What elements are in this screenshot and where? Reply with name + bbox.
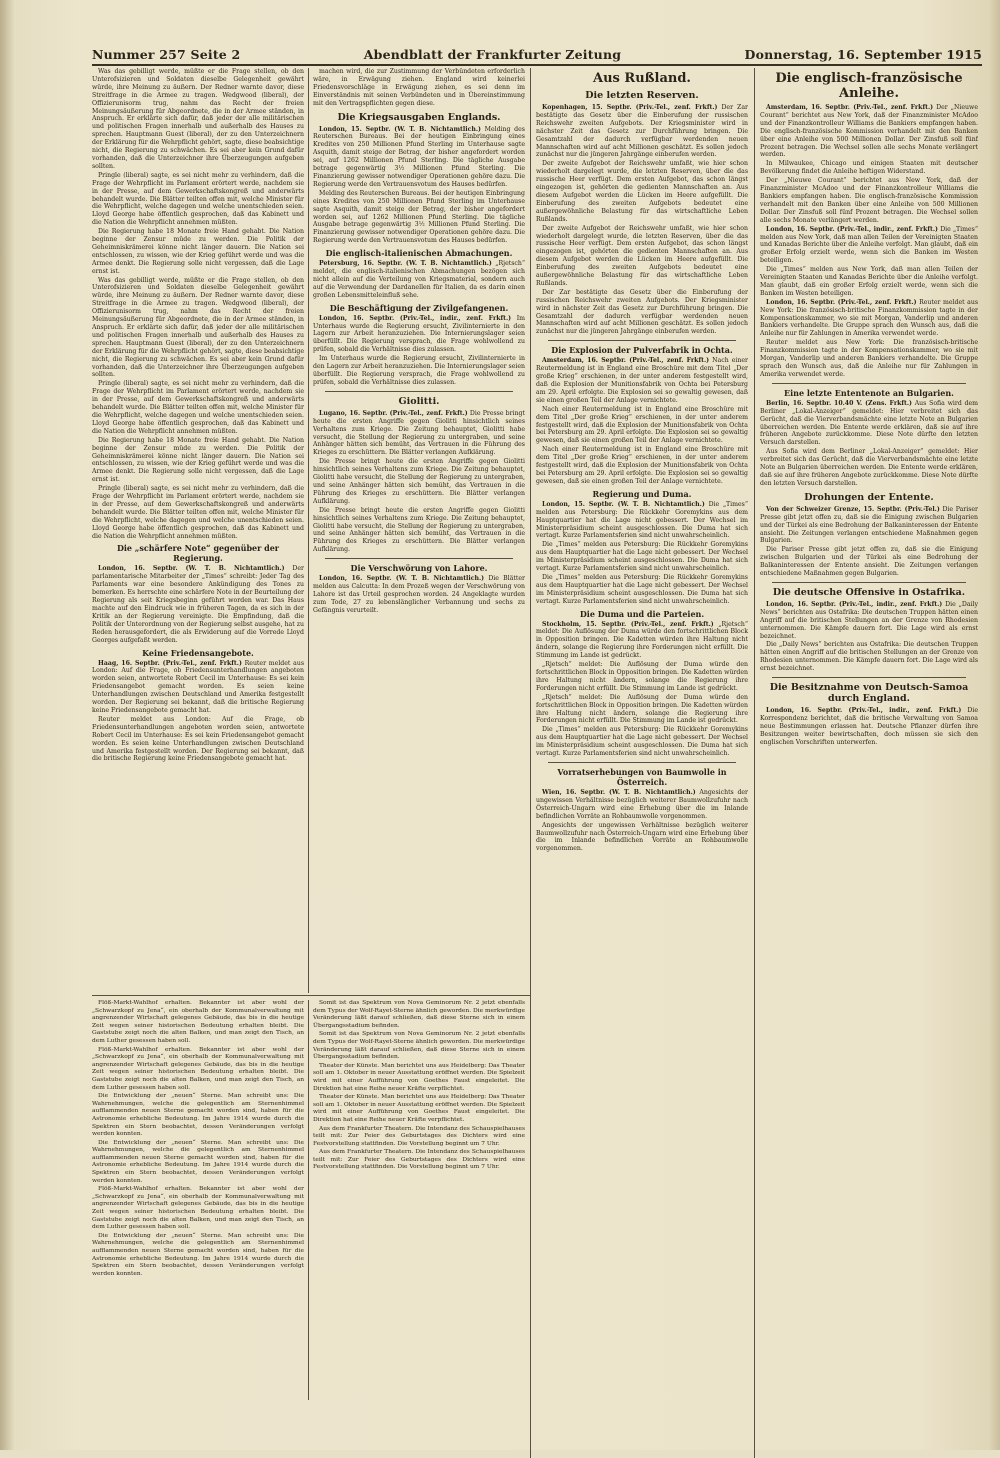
section-heading: Die Duma und die Parteien. [579, 608, 705, 619]
article-text: Die Pariser Presse gibt jetzt offen zu, daß sie die Einigung zwischen Bulgarien und der Türkei als eine Bedrohung der Balkaninteressen der Entente ansieht. Die Zeitungen verlangen entschiedene Maßnahmen gegen Bulgarien. [760, 546, 978, 578]
column-2 [313, 68, 525, 993]
article-text: „Rjetsch“ meldet: Die Auflösung der Duma würde den fortschrittlichen Block in Opposition bringen. Die Kadetten würden ihre Haltung nicht ändern, solange die Regierung ihre Forderungen nicht erfüllt. Die Stimmung im Lande ist gedrückt. [536, 620, 748, 660]
section-heading: Die Kriegsausgaben Englands. [337, 111, 501, 123]
dateline: London, 16. Septbr. (Priv.-Tel., indir., zenf. Frkft.) [766, 707, 962, 715]
section-heading: Keine Friedensangebote. [142, 647, 254, 658]
article-text: Reuter meldet aus New York: Die französisch-britische Finanzkommission tagte in der Kompensationskammer, wo sie mit Morgan, Vanderlip und anderen Bankiers verhandelte. Die Gruppe sprach den Wunsch aus, daß die Anleihe nur für Zahlungen in Amerika verwendet werde. [760, 298, 978, 338]
article-text: Die „Times“ melden aus Petersburg: Die Rückkehr Goremykins aus dem Hauptquartier hat die Lage nicht gebessert. Der Wechsel im Ministerpräsidium scheint ausgeschlossen. Die Duma hat sich vertagt. Kurze Parlamentsferien sind nicht unwahrscheinlich. [536, 541, 748, 573]
article-text: „Rjetsch“ meldet: Die Auflösung der Duma würde den fortschrittlichen Block in Opposition bringen. Die Kadetten würden ihre Haltung nicht ändern, solange die Regierung ihre Forderungen nicht erfüllt. Die Stimmung im Lande ist gedrückt. [536, 661, 748, 692]
article-text: Die Blätter melden aus Calcutta: In dem Prozeß wegen der Verschwörung von Lahore ist das Urteil gesprochen worden. 24 Angeklagte wurden zum Tode, 27 zu lebenslänglicher Verbannung und sechs zu Gefängnis verurteilt. [313, 575, 525, 614]
section-separator [548, 762, 736, 763]
feuilleton-text: Theater der Künste. Man berichtet uns aus Heidelberg: Das Theater soll am 1. Oktober in neuer Ausstattung eröffnet werden. Die Spielzeit wird mit einer Aufführung von Goethes Faust eingeleitet. Die Direktion hat eine Reihe neuer Kräfte verpflichtet. [313, 1094, 525, 1123]
article-text: Im Unterhaus wurde die Regierung ersucht, Zivilinternierte in den Lagern zur Arbeit heranzuziehen. Die Internierungslager seien überfüllt. Die Regierung versprach, die Frage wohlwollend zu prüfen, sobald die Verhältnisse dies zulassen. [313, 314, 525, 354]
newspaper-title: Abendblatt der Frankfurter Zeitung [363, 47, 622, 62]
article-text: Der zweite Aufgebot der Reichswehr umfaßt, wie hier schon wiederholt dargelegt wurde, die letzten Reserven, über die das russische Heer verfügt. Dem ersten Aufgebot, das schon längst eingezogen ist, gehörten die gedienten Mannschaften an. Aus diesem Aufgebot werden die Lücken im Heere aufgefüllt. Die Einberufung des zweiten Aufgebots bedeutet eine außergewöhnliche Belastung für das wirtschaftliche Leben Rußlands. [536, 224, 748, 287]
article-text: Die Korrespondenz berichtet, daß die britische Verwaltung von Samoa neue Bestimmungen erlassen hat. Deutsche Pflanzer dürfen ihre Besitzungen weiter bewirtschaften, doch müssen sie sich den englischen Vorschriften unterwerfen. [760, 707, 978, 746]
feuilleton-text: Die Entwicklung der „neuen“ Sterne. Man schreibt uns: Die Wahrnehmungen, welche die gelegentlich am Sternenhimmel aufflammenden neuen Sterne gemacht worden sind, haben für die Astronomie erhebliche Bedeutung. Im Jahre 1914 wurde durch die Spektren ein Stern beobachtet, dessen Veränderungen verfolgt werden konnten. [92, 1093, 304, 1138]
feuilleton-text: Aus dem Frankfurter Theatern. Die Intendanz des Schauspielhauses teilt mit: Zur Feier des Geburtstages des Dichters wird eine Festvorstellung stattfinden. Die Vorstellung beginnt um 7 Uhr. [313, 1149, 525, 1171]
section-heading-main: Die englisch-französische Anleihe. [775, 71, 963, 101]
section-heading: Die deutsche Offensive in Ostafrika. [772, 586, 966, 598]
article-text: Aus Sofia wird dem Berliner „Lokal-Anzeiger“ gemeldet: Hier verbreitet sich das Gerücht, daß die Vierverbandsmächte eine letzte Note an Bulgarien überreichen werden. Die Entente werde erklären, daß sie auf ihre früheren Angebote zurückkomme. Diese Note dürfte den letzten Versuch darstellen. [760, 399, 978, 447]
dateline: Haag, 16. Septbr. (Priv.-Tel., zenf. Frkft.) [98, 659, 242, 667]
article-text: Die „Times“ melden aus Petersburg: Die Rückkehr Goremykins aus dem Hauptquartier hat die Lage nicht gebessert. Der Wechsel im Ministerpräsidium scheint ausgeschlossen. Die Duma hat sich vertagt. Kurze Parlamentsferien sind nicht unwahrscheinlich. [536, 573, 748, 605]
column-3 [536, 68, 748, 1453]
article-text: Die „Times“ melden aus New York, daß man allen Teilen der Vereinigten Staaten und Kanadas Berichte über die Anleihe verfolgt. Man glaubt, daß ein großer Erfolg erzielt werde, wenn sich die Banken im Westen beteiligen. [760, 225, 978, 265]
section-separator [325, 558, 513, 559]
column-divider [308, 68, 309, 993]
article-text: Angesichts der ungewissen Verhältnisse bezüglich weiterer Baumwollzufuhr nach Österreich-Ungarn wird eine Erhebung über die im Inlande befindlichen Vorräte an Rohbaumwolle vorgenommen. [536, 788, 748, 820]
feuilleton-text: Theater der Künste. Man berichtet uns aus Heidelberg: Das Theater soll am 1. Oktober in neuer Ausstattung eröffnet werden. Die Spielzeit wird mit einer Aufführung von Goethes Faust eingeleitet. Die Direktion hat eine Reihe neuer Kräfte verpflichtet. [313, 1062, 525, 1092]
article-text: Die „Times“ melden aus New York, daß man allen Teilen der Vereinigten Staaten und Kanadas Berichte über die Anleihe verfolgt. Man glaubt, daß ein großer Erfolg erzielt werde, wenn sich die Banken im Westen beteiligen. [760, 266, 978, 297]
section-heading: Die Beschäftigung der Zivilgefangenen. [329, 302, 509, 313]
dateline: London, 16. Septbr. (Priv.-Tel., indir., zenf. Frkft.) [766, 600, 943, 608]
dateline: Wien, 16. Septbr. (W. T. B. Nichtamtlich.) [542, 788, 696, 796]
article-text: In Milwaukee, Chicago und einigen Staaten mit deutscher Bevölkerung findet die Anleihe heftigen Widerstand. [760, 160, 978, 176]
feuilleton-text: Flöß-Markt-Wahlhof erhalten. Bekannter ist aber wohl der „Schwarzkopf zu Jena“, ein oberhalb der Kommunalverwaltung mit angrenzender Wirtschaft gelegenes Gebäude, das bis in die heutige Zeit wegen seiner historischen Bedeutung erhalten bleibt. Die Gaststube zeigt noch die alten Balken, und man zeigt den Tisch, an dem Luther gesessen haben soll. [92, 1000, 304, 1044]
article-text: Die Pariser Presse gibt jetzt offen zu, daß sie die Einigung zwischen Bulgarien und der Türkei als eine Bedrohung der Balkaninteressen der Entente ansieht. Die Zeitungen verlangen entschiedene Maßnahmen gegen Bulgarien. [760, 505, 978, 545]
article-text: „Rjetsch“ meldet, die englisch-italienischen Abmachungen bezögen sich nicht allein auf die Verteilung von Kriegsmaterial, sondern auch auf die Verwendung der Dardanellen für Italien, da es darin einen großen Lebensmitteleinfluß sehe. [313, 260, 525, 299]
section-heading: Die Verschwörung von Lahore. [350, 563, 488, 574]
section-heading: Die englisch-italienischen Abmachungen. [325, 248, 513, 259]
dateline: Amsterdam, 16. Septbr. (Priv.-Tel., zenf. Frkft.) [542, 357, 710, 365]
article-text: Die „Times“ melden aus Petersburg: Die Rückkehr Goremykins aus dem Hauptquartier hat die Lage nicht gebessert. Der Wechsel im Ministerpräsidium scheint ausgeschlossen. Die Duma hat sich vertagt. Kurze Parlamentsferien sind nicht unwahrscheinlich. [536, 726, 748, 758]
article-text: Die Presse bringt heute die ersten Angriffe gegen Giolitti hinsichtlich seines Verhaltens zum Kriege. Die Zeitung behauptet, Giolitti habe versucht, die Stellung der Regierung zu untergraben, und seine Anhänger hätten sich bemüht, das Vertrauen in die Führung des Krieges zu erschüttern. Die Blätter verlangen Aufklärung. [313, 506, 525, 554]
article-text: Reuter meldet aus London: Auf die Frage, ob Friedensunterhandlungen angeboten worden seien, antwortete Robert Cecil im Unterhause: Es sei kein Friedensangebot gemacht worden. Es seien keine Unterhandlungen zwischen Deutschland und Amerika festgestellt worden. Der Regierung sei bekannt, daß die britische Regierung keine Friedensangebote gemacht hat. [92, 659, 304, 714]
article-text: Nach einer Reutermeldung ist in England eine Broschüre mit dem Titel „Der große Krieg“ erschienen, in der unter anderem festgestellt wird, daß die Explosion der Munitionsfabrik von Ochta bei Petersburg am 29. April erfolgte. Die Explosion sei so gewaltig gewesen, daß sie einen großen Teil der Anlage vernichtete. [536, 446, 748, 485]
page-number: Nummer 257 Seite 2 [92, 47, 241, 62]
article-text: Der „Nieuwe Courant“ berichtet aus New York, daß der Finanzminister McAdoo und der Finanzkontrolleur Williams die Bankiers empfangen haben. Die englisch-französische Kommission verhandelt mit den Banken über eine Anleihe von 500 Millionen Dollar. Der Zinsfuß soll fünf Prozent betragen. Die Wechsel sollen alle sechs Monate verlängert werden. [760, 104, 978, 159]
article-text: Die „Daily News“ berichten aus Ostafrika: Die deutschen Truppen hätten einen Angriff auf die britischen Stellungen an der Grenze von Rhodesien unternommen. Die Kämpfe dauern fort. Die Lage wird als ernst bezeichnet. [760, 600, 978, 640]
dateline: London, 16. Septbr. (Priv.-Tel., indir., zenf. Frkft.) [319, 314, 512, 322]
section-heading: Eine letzte Ententenote an Bulgarien. [784, 387, 954, 398]
feuilleton-text: Somit ist das Spektrum von Nova Geminorum Nr. 2 jetzt ebenfalls dem Typus der Wolf-Rayet-Sterne ähnlich geworden. Die merkwürdige Veränderung läßt darauf schließen, daß diese Sterne sich in einem Übergangsstadium befinden. [313, 1031, 525, 1061]
article-text: Reuter meldet aus New York: Die französisch-britische Finanzkommission tagte in der Kompensationskammer, wo sie mit Morgan, Vanderlip und anderen Bankiers verhandelte. Die Gruppe sprach den Wunsch aus, daß die Anleihe nur für Zahlungen in Amerika verwendet werde. [760, 339, 978, 378]
feuilleton-text: Flöß-Markt-Wahlhof erhalten. Bekannter ist aber wohl der „Schwarzkopf zu Jena“, ein oberhalb der Kommunalverwaltung mit angrenzender Wirtschaft gelegenes Gebäude, das bis in die heutige Zeit wegen seiner historischen Bedeutung erhalten bleibt. Die Gaststube zeigt noch die alten Balken, und man zeigt den Tisch, an dem Luther gesessen haben soll. [92, 1046, 304, 1091]
article-text: Die Presse bringt heute die ersten Angriffe gegen Giolitti hinsichtlich seines Verhaltens zum Kriege. Die Zeitung behauptet, Giolitti habe versucht, die Stellung der Regierung zu untergraben, und seine Anhänger hätten sich bemüht, das Vertrauen in die Führung des Krieges zu erschüttern. Die Blätter verlangen Aufklärung. [313, 409, 525, 457]
article-text: Was das gebilligt werde, müßte er die Frage stellen, ob den Unterofsizieren und Soldaten dieselbe Gelegenheit gewährt würde, ihre Meinung zu äußern. Der Redner warnte davor, diese Streitfrage in die Armee zu tragen. Wedgwood (liberal), der Offizierunisorm trug, nahm das Recht der freien Meinungsäußerung für Abgeordnete, die in der Armee ständen, in Anspruch. Er erklärte sich dafür, daß jeder der alle militärischen und politischen Fragen innerhalb und außerhalb des Hauses zu sprechen. Hauptmann Guest (liberal), der zu den Unterzeichnern der Erklärung für die Wehrpflicht gehört, sagte, diese beabsichtige nicht, die Regierung zu schwächen. Es sei aber kein Grund dafür vorhanden, daß die Unterzeichner ihre Überzeugungen aufgeben sollten. [92, 276, 304, 379]
feuilleton-text: Aus dem Frankfurter Theatern. Die Intendanz des Schauspielhauses teilt mit: Zur Feier des Geburtstages des Dichters wird eine Festvorstellung stattfinden. Die Vorstellung beginnt um 7 Uhr. [313, 1125, 525, 1147]
feuilleton-column-2 [313, 1000, 525, 1400]
section-separator [548, 340, 736, 341]
article-text: Was das gebilligt werde, müßte er die Frage stellen, ob den Unterofsizieren und Soldaten dieselbe Gelegenheit gewährt würde, ihre Meinung zu äußern. Der Redner warnte davor, diese Streitfrage in die Armee zu tragen. Wedgwood (liberal), der Offizierunisorm trug, nahm das Recht der freien Meinungsäußerung für Abgeordnete, die in der Armee ständen, in Anspruch. Er erklärte sich dafür, daß jeder der alle militärischen und politischen Fragen innerhalb und außerhalb des Hauses zu sprechen. Hauptmann Guest (liberal), der zu den Unterzeichnern der Erklärung für die Wehrpflicht gehört, sagte, diese beabsichtige nicht, die Regierung zu schwächen. Es sei aber kein Grund dafür vorhanden, daß die Unterzeichner ihre Überzeugungen aufgeben sollten. [92, 68, 304, 170]
column-4 [760, 68, 978, 1453]
article-text: Pringle (liberal) sagte, es sei nicht mehr zu verhindern, daß die Frage der Wehrpflicht im Parlament erörtert werde, nachdem sie in der Presse, auf dem Gewerkschaftskongreß und anderwärts behandelt wurde. Die Blätter teilten offen mit, welche Minister für die Wehrpflicht, welche dagegen und welche unentschieden seien. Lloyd George habe öffentlich gesprochen, daß das Kabinett und die Nation die Wehrpflicht annehmen müßten. [92, 171, 304, 227]
section-heading: Die letzten Reserven. [585, 90, 699, 101]
article-text: Melding des Reuterschen Bureaus. Bei der heutigen Einbringung eines Kredites von 250 Millionen Pfund Sterling im Unterhause sagte Asquith, damit steige der Betrag, der bisher angefordert worden sei, auf 1262 Millionen Pfund Sterling. Die tägliche Ausgabe betrage gegenwärtig 3½ Millionen Pfund Sterling. Die Finanzierung gewisser notwendiger Operationen gehöre dazu. Die Regierung werde den Vertrauensvotum des Hauses bedürfen. [313, 189, 525, 245]
section-heading: Die „schärfere Note“ gegenüber der Regierung. [116, 543, 280, 564]
section-separator [772, 383, 966, 384]
section-heading: Regierung und Duma. [592, 488, 692, 499]
section-heading: Drohungen der Entente. [804, 491, 934, 503]
section-separator [772, 582, 966, 583]
article-text: Die Regierung habe 18 Monate freie Hand gehabt. Die Nation beginne der Zensur müde zu werden. Die Politik der Geheimniskrämerei könne nicht länger dauern. Die Nation sei entschlossen, zu wissen, wie der Krieg geführt werde und was die Armee denkt. Die Regierung solle nicht vergessen, daß die Lage ernst ist. [92, 228, 304, 275]
section-separator [325, 391, 513, 392]
dateline: London, 15. Septbr. (W. T. B. Nichtamtlich.) [319, 125, 481, 133]
column-1 [92, 68, 304, 993]
dateline: Amsterdam, 16. Septbr. (Priv.-Tel., zenf. Frkft.) [766, 104, 934, 111]
article-text: Der „Nieuwe Courant“ berichtet aus New York, daß der Finanzminister McAdoo und der Finanzkontrolleur Williams die Bankiers empfangen haben. Die englisch-französische Kommission verhandelt mit den Banken über eine Anleihe von 500 Millionen Dollar. Der Zinsfuß soll fünf Prozent betragen. Die Wechsel sollen alle sechs Monate verlängert werden. [760, 177, 978, 224]
article-text: Angesichts der ungewissen Verhältnisse bezüglich weiterer Baumwollzufuhr nach Österreich-Ungarn wird eine Erhebung über die im Inlande befindlichen Vorräte an Rohbaumwolle vorgenommen. [536, 821, 748, 853]
feuilleton-text: Die Entwicklung der „neuen“ Sterne. Man schreibt uns: Die Wahrnehmungen, welche die gelegentlich am Sternenhimmel aufflammenden neuen Sterne gemacht worden sind, haben für die Astronomie erhebliche Bedeutung. Im Jahre 1914 wurde durch die Spektren ein Stern beobachtet, dessen Veränderungen verfolgt werden konnten. [92, 1139, 304, 1184]
dateline: Stockholm, 15. Septbr. (Priv.-Tel., zenf. Frkft.) [542, 620, 714, 628]
feuilleton-column-1 [92, 1000, 304, 1400]
article-text: Pringle (liberal) sagte, es sei nicht mehr zu verhindern, daß die Frage der Wehrpflicht im Parlament erörtert werde, nachdem sie in der Presse, auf dem Gewerkschaftskongreß und anderwärts behandelt wurde. Die Blätter teilten offen mit, welche Minister für die Wehrpflicht, welche dagegen und welche unentschieden seien. Lloyd George habe öffentlich gesprochen, daß das Kabinett und die Nation die Wehrpflicht annehmen müßten. [92, 485, 304, 540]
article-text: Der Zar bestätigte das Gesetz über die Einberufung der russischen Reichswehr zweiten Aufgebots. Der Kriegsminister wird in nächster Zeit das Gesetz zur Durchführung bringen. Die Gesamtzahl der dadurch verfügbar werdenden neuen Mannschaften wird auf acht Millionen geschätzt. Es sollen jedoch zunächst nur die jüngeren Jahrgänge einberufen werden. [536, 288, 748, 336]
dateline: London, 16. Septbr. (Priv.-Tel., indir., zenf. Frkft.) [766, 225, 938, 233]
dateline: Kopenhagen, 15. Septbr. (Priv.-Tel., zenf. Frkft.) [542, 104, 718, 111]
article-text: Die Regierung habe 18 Monate freie Hand gehabt. Die Nation beginne der Zensur müde zu werden. Die Politik der Geheimniskrämerei könne nicht länger dauern. Die Nation sei entschlossen, zu wissen, wie der Krieg geführt werde und was die Armee denkt. Die Regierung solle nicht vergessen, daß die Lage ernst ist. [92, 436, 304, 484]
feuilleton-text: Flöß-Markt-Wahlhof erhalten. Bekannter ist aber wohl der „Schwarzkopf zu Jena“, ein oberhalb der Kommunalverwaltung mit angrenzender Wirtschaft gelegenes Gebäude, das bis in die heutige Zeit wegen seiner historischen Bedeutung erhalten bleibt. Die Gaststube zeigt noch die alten Balken, und man zeigt den Tisch, an dem Luther gesessen haben soll. [92, 1186, 304, 1231]
article-text: Pringle (liberal) sagte, es sei nicht mehr zu verhindern, daß die Frage der Wehrpflicht im Parlament erörtert werde, nachdem sie in der Presse, auf dem Gewerkschaftskongreß und anderwärts behandelt wurde. Die Blätter teilten offen mit, welche Minister für die Wehrpflicht, welche dagegen und welche unentschieden seien. Lloyd George habe öffentlich gesprochen, daß das Kabinett und die Nation die Wehrpflicht annehmen müßten. [92, 380, 304, 435]
dateline: London, 16. Septbr. (W. T. B. Nichtamtlich.) [319, 575, 485, 583]
feuilleton-text: Somit ist das Spektrum von Nova Geminorum Nr. 2 jetzt ebenfalls dem Typus der Wolf-Rayet-Sterne ähnlich geworden. Die merkwürdige Veränderung läßt darauf schließen, daß diese Sterne sich in einem Übergangsstadium befinden. [313, 1000, 525, 1029]
dateline: London, 15. Septbr. (W. T. B. Nichtamtlich.) [542, 500, 705, 508]
issue-date: Donnerstag, 16. September 1915 [744, 47, 982, 62]
dateline: Lugano, 16. Septbr. (Priv.-Tel., zenf. Frkft.) [319, 409, 468, 417]
masthead [92, 46, 982, 66]
article-text: Melding des Reuterschen Bureaus. Bei der heutigen Einbringung eines Kredites von 250 Millionen Pfund Sterling im Unterhause sagte Asquith, damit steige der Betrag, der bisher angefordert worden sei, auf 1262 Millionen Pfund Sterling. Die tägliche Ausgabe betrage gegenwärtig 3½ Millionen Pfund Sterling. Die Finanzierung gewisser notwendiger Operationen gehöre dazu. Die Regierung werde den Vertrauensvotum des Hauses bedürfen. [313, 125, 525, 188]
article-text: Die „Daily News“ berichten aus Ostafrika: Die deutschen Truppen hätten einen Angriff auf die britischen Stellungen an der Grenze von Rhodesien unternommen. Die Kämpfe dauern fort. Die Lage wird als ernst bezeichnet. [760, 641, 978, 673]
section-heading: Giolitti. [398, 395, 440, 407]
column-divider [308, 1000, 309, 1400]
section-heading: Vorratserhebungen von Baumwolle in Österreich. [557, 766, 727, 787]
column-divider [530, 68, 531, 1458]
dateline: Petersburg, 16. Septbr. (W. T. B. Nichtamtlich.) [319, 260, 492, 268]
article-text: Der Zar bestätigte das Gesetz über die Einberufung der russischen Reichswehr zweiten Aufgebots. Der Kriegsminister wird in nächster Zeit das Gesetz zur Durchführung bringen. Die Gesamtzahl der dadurch verfügbar werdenden neuen Mannschaften wird auf acht Millionen geschätzt. Es sollen jedoch zunächst nur die jüngeren Jahrgänge einberufen werden. [536, 104, 748, 159]
article-text: Die „Times“ melden aus Petersburg: Die Rückkehr Goremykins aus dem Hauptquartier hat die Lage nicht gebessert. Der Wechsel im Ministerpräsidium scheint ausgeschlossen. Die Duma hat sich vertagt. Kurze Parlamentsferien sind nicht unwahrscheinlich. [536, 500, 748, 540]
article-text: Aus Sofia wird dem Berliner „Lokal-Anzeiger“ gemeldet: Hier verbreitet sich das Gerücht, daß die Vierverbandsmächte eine letzte Note an Bulgarien überreichen werden. Die Entente werde erklären, daß sie auf ihre früheren Angebote zurückkomme. Diese Note dürfte den letzten Versuch darstellen. [760, 448, 978, 487]
dateline: Berlin, 16. Septbr. 10.40 V. (Zens. Frkft.) [766, 399, 912, 407]
article-text: machen wird, die zur Zustimmung der Verbündeten erforderlich wäre, in Erwägung ziehen. England wird keinerlei Friedensvorschläge in Erwägung ziehen, es sei denn im Einverständnis mit seinen Verbündeten und in Übereinstimmung mit den Vertragspflichten gegen diese. [313, 68, 525, 107]
feuilleton-text: Die Entwicklung der „neuen“ Sterne. Man schreibt uns: Die Wahrnehmungen, welche die gelegentlich am Sternenhimmel aufflammenden neuen Sterne gemacht worden sind, haben für die Astronomie erhebliche Bedeutung. Im Jahre 1914 wurde durch die Spektren ein Stern beobachtet, dessen Veränderungen verfolgt werden konnten. [92, 1232, 304, 1277]
article-text: Nach einer Reutermeldung ist in England eine Broschüre mit dem Titel „Der große Krieg“ erschienen, in der unter anderem festgestellt wird, daß die Explosion der Munitionsfabrik von Ochta bei Petersburg am 29. April erfolgte. Die Explosion sei so gewaltig gewesen, daß sie einen großen Teil der Anlage vernichtete. [536, 405, 748, 445]
article-text: Nach einer Reutermeldung ist in England eine Broschüre mit dem Titel „Der große Krieg“ erschienen, in der unter anderem festgestellt wird, daß die Explosion der Munitionsfabrik von Ochta bei Petersburg am 29. April erfolgte. Die Explosion sei so gewaltig gewesen, daß sie einen großen Teil der Anlage vernichtete. [536, 357, 748, 404]
section-heading: Die Explosion der Pulverfabrik in Ochta. [551, 345, 733, 356]
section-heading-main: Aus Rußland. [593, 71, 691, 86]
article-text: Der parlamentarische Mitarbeiter der „Times“ schreibt: Jeder Tag des Parlaments war eine besondere Ankündigung des Tones zu bemerken. Es herrschte eine schärfere Note in der Beurteilung der Regierung als seit Kriegsbeginn geführt worden war. Das Haus machte auf den Eindruck wie in früheren Tagen, da es sich in der Kritik an der Regierung vereinigte. Die Empfindung, daß die Politik der Unterordnung von der Regierung selbst ausgehe, hat zu Reden herausgefordert, die als Erwiderung auf die Vorrede Lloyd Georges aufgefaßt werden. [92, 565, 304, 644]
feuilleton-rule [92, 995, 530, 996]
article-text: Der zweite Aufgebot der Reichswehr umfaßt, wie hier schon wiederholt dargelegt wurde, die letzten Reserven, über die das russische Heer verfügt. Dem ersten Aufgebot, das schon längst eingezogen ist, gehörten die gedienten Mannschaften an. Aus diesem Aufgebot werden die Lücken im Heere aufgefüllt. Die Einberufung des zweiten Aufgebots bedeutet eine außergewöhnliche Belastung für das wirtschaftliche Leben Rußlands. [536, 160, 748, 223]
article-text: Die Presse bringt heute die ersten Angriffe gegen Giolitti hinsichtlich seines Verhaltens zum Kriege. Die Zeitung behauptet, Giolitti habe versucht, die Stellung der Regierung zu untergraben, und seine Anhänger hätten sich bemüht, das Vertrauen in die Führung des Krieges zu erschüttern. Die Blätter verlangen Aufklärung. [313, 458, 525, 505]
column-divider [754, 68, 755, 1458]
dateline: London, 16. Septbr. (W. T. B. Nichtamtlich.) [98, 565, 285, 573]
article-text: Reuter meldet aus London: Auf die Frage, ob Friedensunterhandlungen angeboten worden seien, antwortete Robert Cecil im Unterhause: Es sei kein Friedensangebot gemacht worden. Es seien keine Unterhandlungen zwischen Deutschland und Amerika festgestellt worden. Der Regierung sei bekannt, daß die britische Regierung keine Friedensangebote gemacht hat. [92, 715, 304, 763]
article-text: Im Unterhaus wurde die Regierung ersucht, Zivilinternierte in den Lagern zur Arbeit heranzuziehen. Die Internierungslager seien überfüllt. Die Regierung versprach, die Frage wohlwollend zu prüfen, sobald die Verhältnisse dies zulassen. [313, 355, 525, 386]
section-separator [772, 677, 966, 678]
page-binding-shadow [0, 0, 14, 1450]
dateline: Von der Schweizer Grenze, 15. Septbr. (Priv.-Tel.) [766, 505, 940, 513]
article-text: „Rjetsch“ meldet: Die Auflösung der Duma würde den fortschrittlichen Block in Opposition bringen. Die Kadetten würden ihre Haltung nicht ändern, solange die Regierung ihre Forderungen nicht erfüllt. Die Stimmung im Lande ist gedrückt. [536, 693, 748, 725]
page-edge-shadow [990, 0, 1000, 1450]
section-heading: Die Besitznahme von Deutsch-Samoa durch England. [769, 682, 969, 705]
dateline: London, 16. Septbr. (Priv.-Tel., zenf. Frkft.) [766, 298, 917, 306]
